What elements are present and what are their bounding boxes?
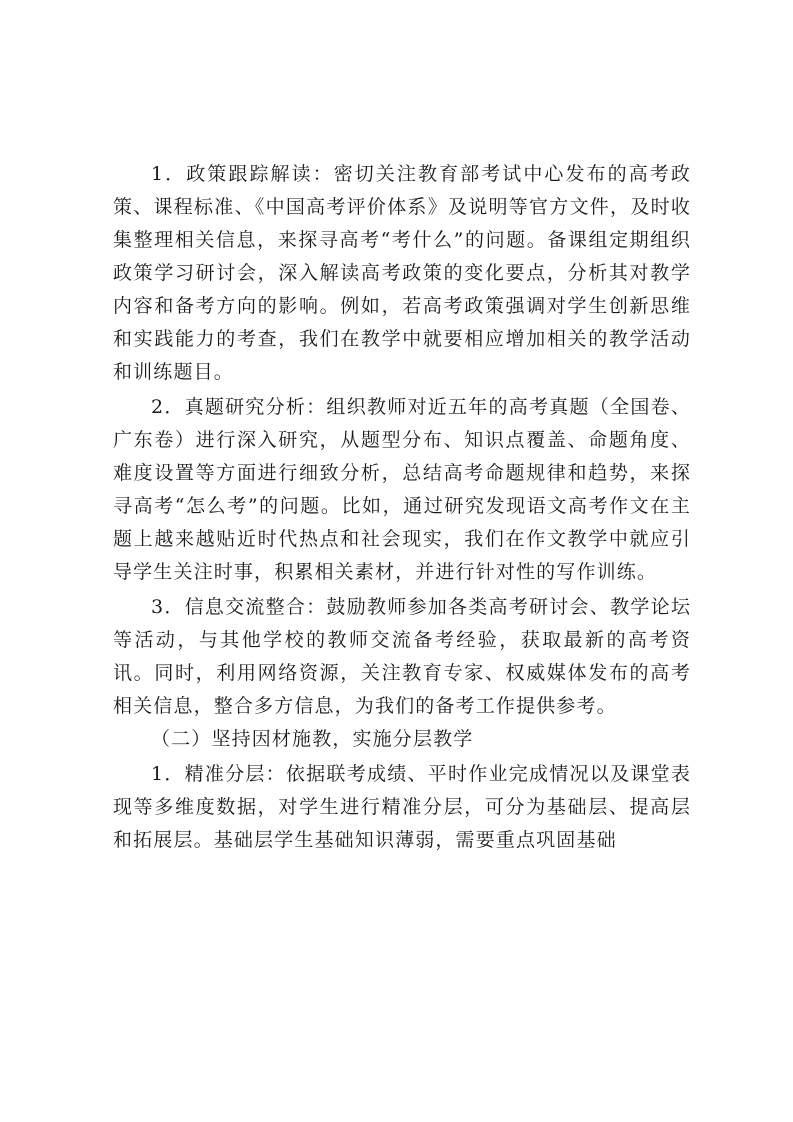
document-body [113, 158, 691, 857]
paragraph-policy-tracking: 1．政策跟踪解读：密切关注教育部考试中心发布的高考政策、课程标准、《中国高考评价体系》及说明等官方文件，及时收集整理相关信息，来探寻高考“考什么”的问题。备课组定期组织政策学习研讨会，深入解读高考政策的变化要点，分析其对教学内容和备考方向的影响。例如，若高考政策强调对学生创新思维和实践能力的考查，我们在教学中就要相应增加相关的教学活动和训练题目。 [113, 163, 691, 383]
section-subheading: （二）坚持因材施教，实施分层教学 [151, 728, 474, 750]
paragraph-info-exchange: 3．信息交流整合：鼓励教师参加各类高考研讨会、教学论坛等活动，与其他学校的教师交流备考经验，获取最新的高考资讯。同时，利用网络资源，关注教育专家、权威媒体发布的高考相关信息，整合多方信息，为我们的备考工作提供参考。 [113, 596, 691, 717]
paragraph-exam-analysis: 2．真题研究分析：组织教师对近五年的高考真题（全国卷、广东卷）进行深入研究，从题型分布、知识点覆盖、命题角度、难度设置等方面进行细致分析，总结高考命题规律和趋势，来探寻高考“怎么考”的问题。比如，通过研究发现语文高考作文在主题上越来越贴近时代热点和社会现实，我们在作文教学中就应引导学生关注时事，积累相关素材，并进行针对性的写作训练。 [113, 396, 691, 583]
paragraph-precise-layering: 1．精准分层：依据联考成绩、平时作业完成情况以及课堂表现等多维度数据，对学生进行精准分层，可分为基础层、提高层和拓展层。基础层学生基础知识薄弱，需要重点巩固基础 [113, 763, 691, 851]
